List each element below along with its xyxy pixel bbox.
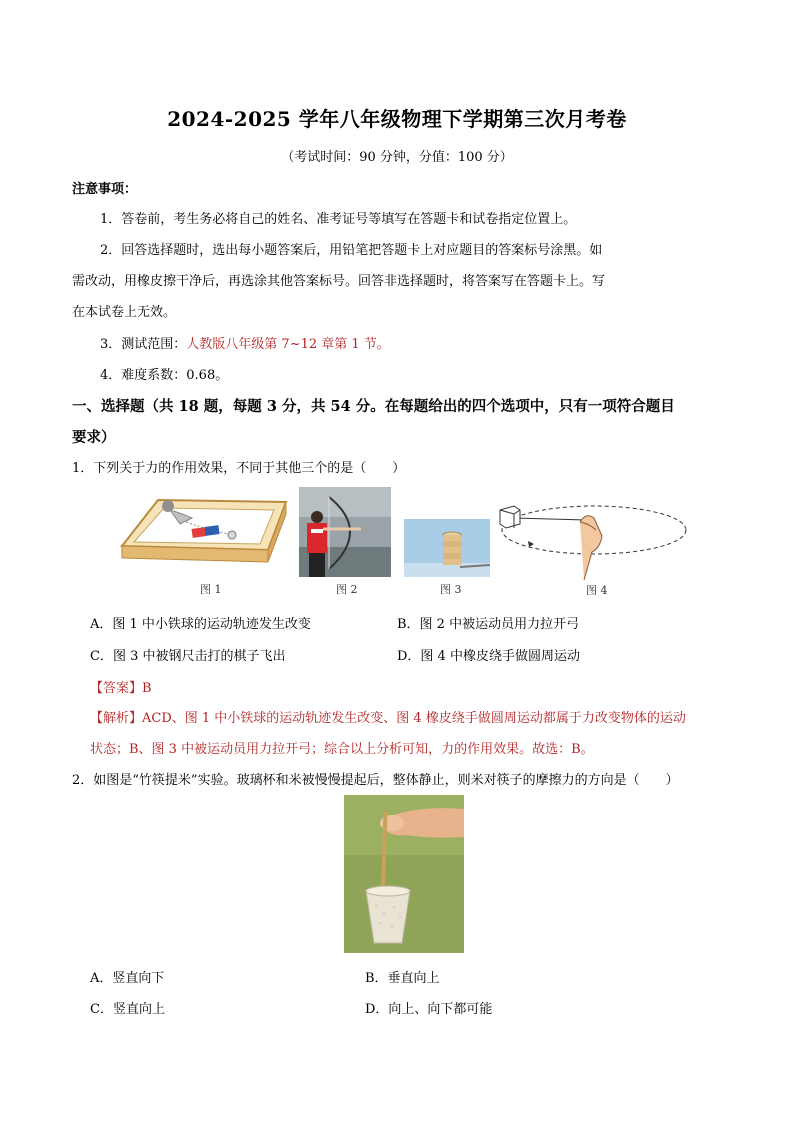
figure-4-circular-motion bbox=[494, 496, 690, 600]
figure-3-drawing bbox=[404, 519, 490, 577]
figure-1-magnet-ball bbox=[118, 488, 288, 598]
question-1-option-d[interactable]: D．图 4 中橡皮绕手做圆周运动 bbox=[397, 649, 580, 664]
question-2-stem: 2．如图是“竹筷提米”实验。玻璃杯和米被慢慢提起后，整体静止，则米对筷子的摩擦力的方向是（ ） bbox=[72, 773, 679, 788]
figure-1-drawing bbox=[118, 488, 288, 578]
exam-subtitle: （考试时间：90 分钟，分值：100 分） bbox=[281, 150, 513, 165]
question-2-option-c[interactable]: C．竖直向上 bbox=[90, 1002, 165, 1017]
question-2-chopstick-rice-photo bbox=[344, 795, 464, 953]
notes-heading: 注意事项： bbox=[72, 182, 138, 197]
figure-3-chess-pieces bbox=[404, 519, 490, 599]
question-1-stem: 1．下列关于力的作用效果，不同于其他三个的是（ ） bbox=[72, 461, 406, 476]
question-1-option-b[interactable]: B．图 2 中被运动员用力拉开弓 bbox=[397, 617, 580, 632]
figure-4-label: 图 4 bbox=[586, 584, 608, 597]
question-1-option-c[interactable]: C．图 3 中被钢尺击打的棋子飞出 bbox=[90, 649, 286, 664]
section-heading-line-1: 一、选择题（共 18 题，每题 3 分，共 54 分。在每题给出的四个选项中，只有一项符合题目 bbox=[72, 398, 675, 415]
figure-2-label: 图 2 bbox=[336, 583, 358, 596]
figure-2-archer bbox=[299, 487, 391, 597]
notes-item-4: 4．难度系数：0.68。 bbox=[100, 368, 229, 383]
question-2-option-a[interactable]: A．竖直向下 bbox=[90, 971, 165, 986]
question-2-option-d[interactable]: D．向上、向下都可能 bbox=[365, 1002, 493, 1017]
figure-1-label: 图 1 bbox=[200, 583, 222, 596]
notes-item-2-line-1: 2．回答选择题时，选出每小题答案后，用铅笔把答题卡上对应题目的答案标号涂黑。如 bbox=[100, 243, 603, 258]
question-2-photo-drawing bbox=[344, 795, 464, 953]
notes-item-1: 1．答卷前，考生务必将自己的姓名、准考证号等填写在答题卡和试卷指定位置上。 bbox=[100, 212, 577, 227]
notes-item-2-line-3: 在本试卷上无效。 bbox=[72, 305, 177, 320]
figure-4-drawing bbox=[494, 496, 690, 580]
notes-item-3 bbox=[100, 333, 390, 352]
question-1-analysis-line-1: 【解析】ACD、图 1 中小铁球的运动轨迹发生改变、图 4 橡皮绕手做圆周运动都属于力改变物体的运动 bbox=[90, 711, 686, 726]
exam-title: 2024-2025 学年八年级物理下学期第三次月考卷 bbox=[167, 107, 627, 131]
question-2-option-b[interactable]: B．垂直向上 bbox=[365, 971, 440, 986]
section-heading-line-2: 要求） bbox=[72, 429, 116, 446]
question-1-answer: 【答案】B bbox=[90, 681, 152, 696]
notes-item-3-range: 人教版八年级第 7~12 章第 1 节。 bbox=[186, 337, 390, 352]
notes-item-2-line-2: 需改动，用橡皮擦干净后，再选涂其他答案标号。回答非选择题时，将答案写在答题卡上。写 bbox=[72, 274, 606, 289]
question-1-option-a[interactable]: A．图 1 中小铁球的运动轨迹发生改变 bbox=[90, 617, 311, 632]
question-1-analysis-line-2: 状态；B、图 3 中被运动员用力拉开弓；综合以上分析可知，力的作用效果。故选：B。 bbox=[90, 742, 594, 757]
figure-3-label: 图 3 bbox=[440, 583, 462, 596]
notes-item-3-prefix: 3．测试范围： bbox=[100, 337, 187, 352]
figure-2-drawing bbox=[299, 487, 391, 577]
